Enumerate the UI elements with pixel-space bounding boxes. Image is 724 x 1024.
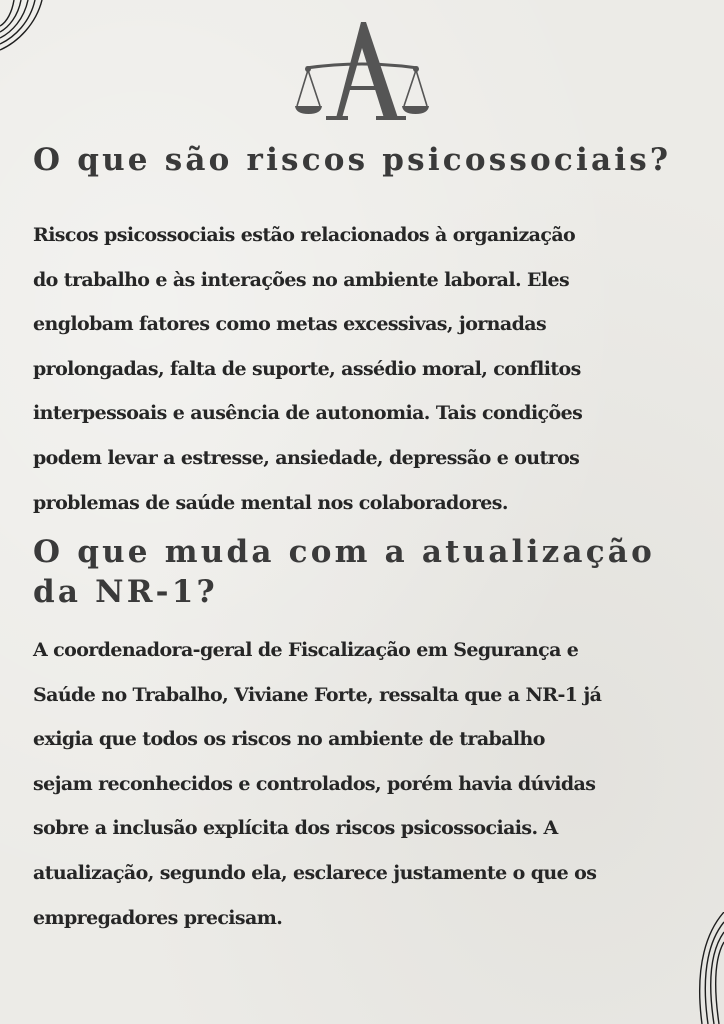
section-2-title (33, 532, 655, 612)
section-2-title-line: O que muda com a atualização (33, 534, 655, 570)
paragraph-line: do trabalho e às interações no ambiente laboral. Eles (33, 268, 570, 291)
logo (294, 20, 430, 124)
paragraph-line: podem levar a estresse, ansiedade, depressão e outros (33, 446, 580, 469)
section-2-paragraph (33, 628, 703, 940)
paragraph-line: atualização, segundo ela, esclarece justamente o que os (33, 861, 597, 884)
paragraph-line: problemas de saúde mental nos colaboradores. (33, 491, 508, 514)
corner-swirl-top-left (0, 0, 52, 58)
paragraph-line: A coordenadora-geral de Fiscalização em Segurança e (33, 639, 579, 661)
paragraph-line: sejam reconhecidos e controlados, porém havia dúvidas (33, 772, 596, 795)
section-2-title-line: da NR-1? (33, 574, 218, 610)
section-1-title: O que são riscos psicossociais? (33, 142, 672, 178)
scales-of-justice-icon (294, 20, 430, 124)
section-1-paragraph (33, 213, 703, 525)
paragraph-line: exigia que todos os riscos no ambiente de trabalho (33, 728, 545, 751)
paragraph-line: interpessoais e ausência de autonomia. Tais condições (33, 402, 583, 425)
paragraph-line: Riscos psicossociais estão relacionados à organização (33, 224, 576, 246)
paragraph-line: englobam fatores como metas excessivas, jornadas (33, 313, 547, 336)
paragraph-line: prolongadas, falta de suporte, assédio moral, conflitos (33, 357, 581, 380)
paragraph-line: Saúde no Trabalho, Viviane Forte, ressalta que a NR-1 já (33, 683, 602, 706)
paragraph-line: empregadores precisam. (33, 906, 283, 929)
paragraph-line: sobre a inclusão explícita dos riscos psicossociais. A (33, 817, 558, 840)
